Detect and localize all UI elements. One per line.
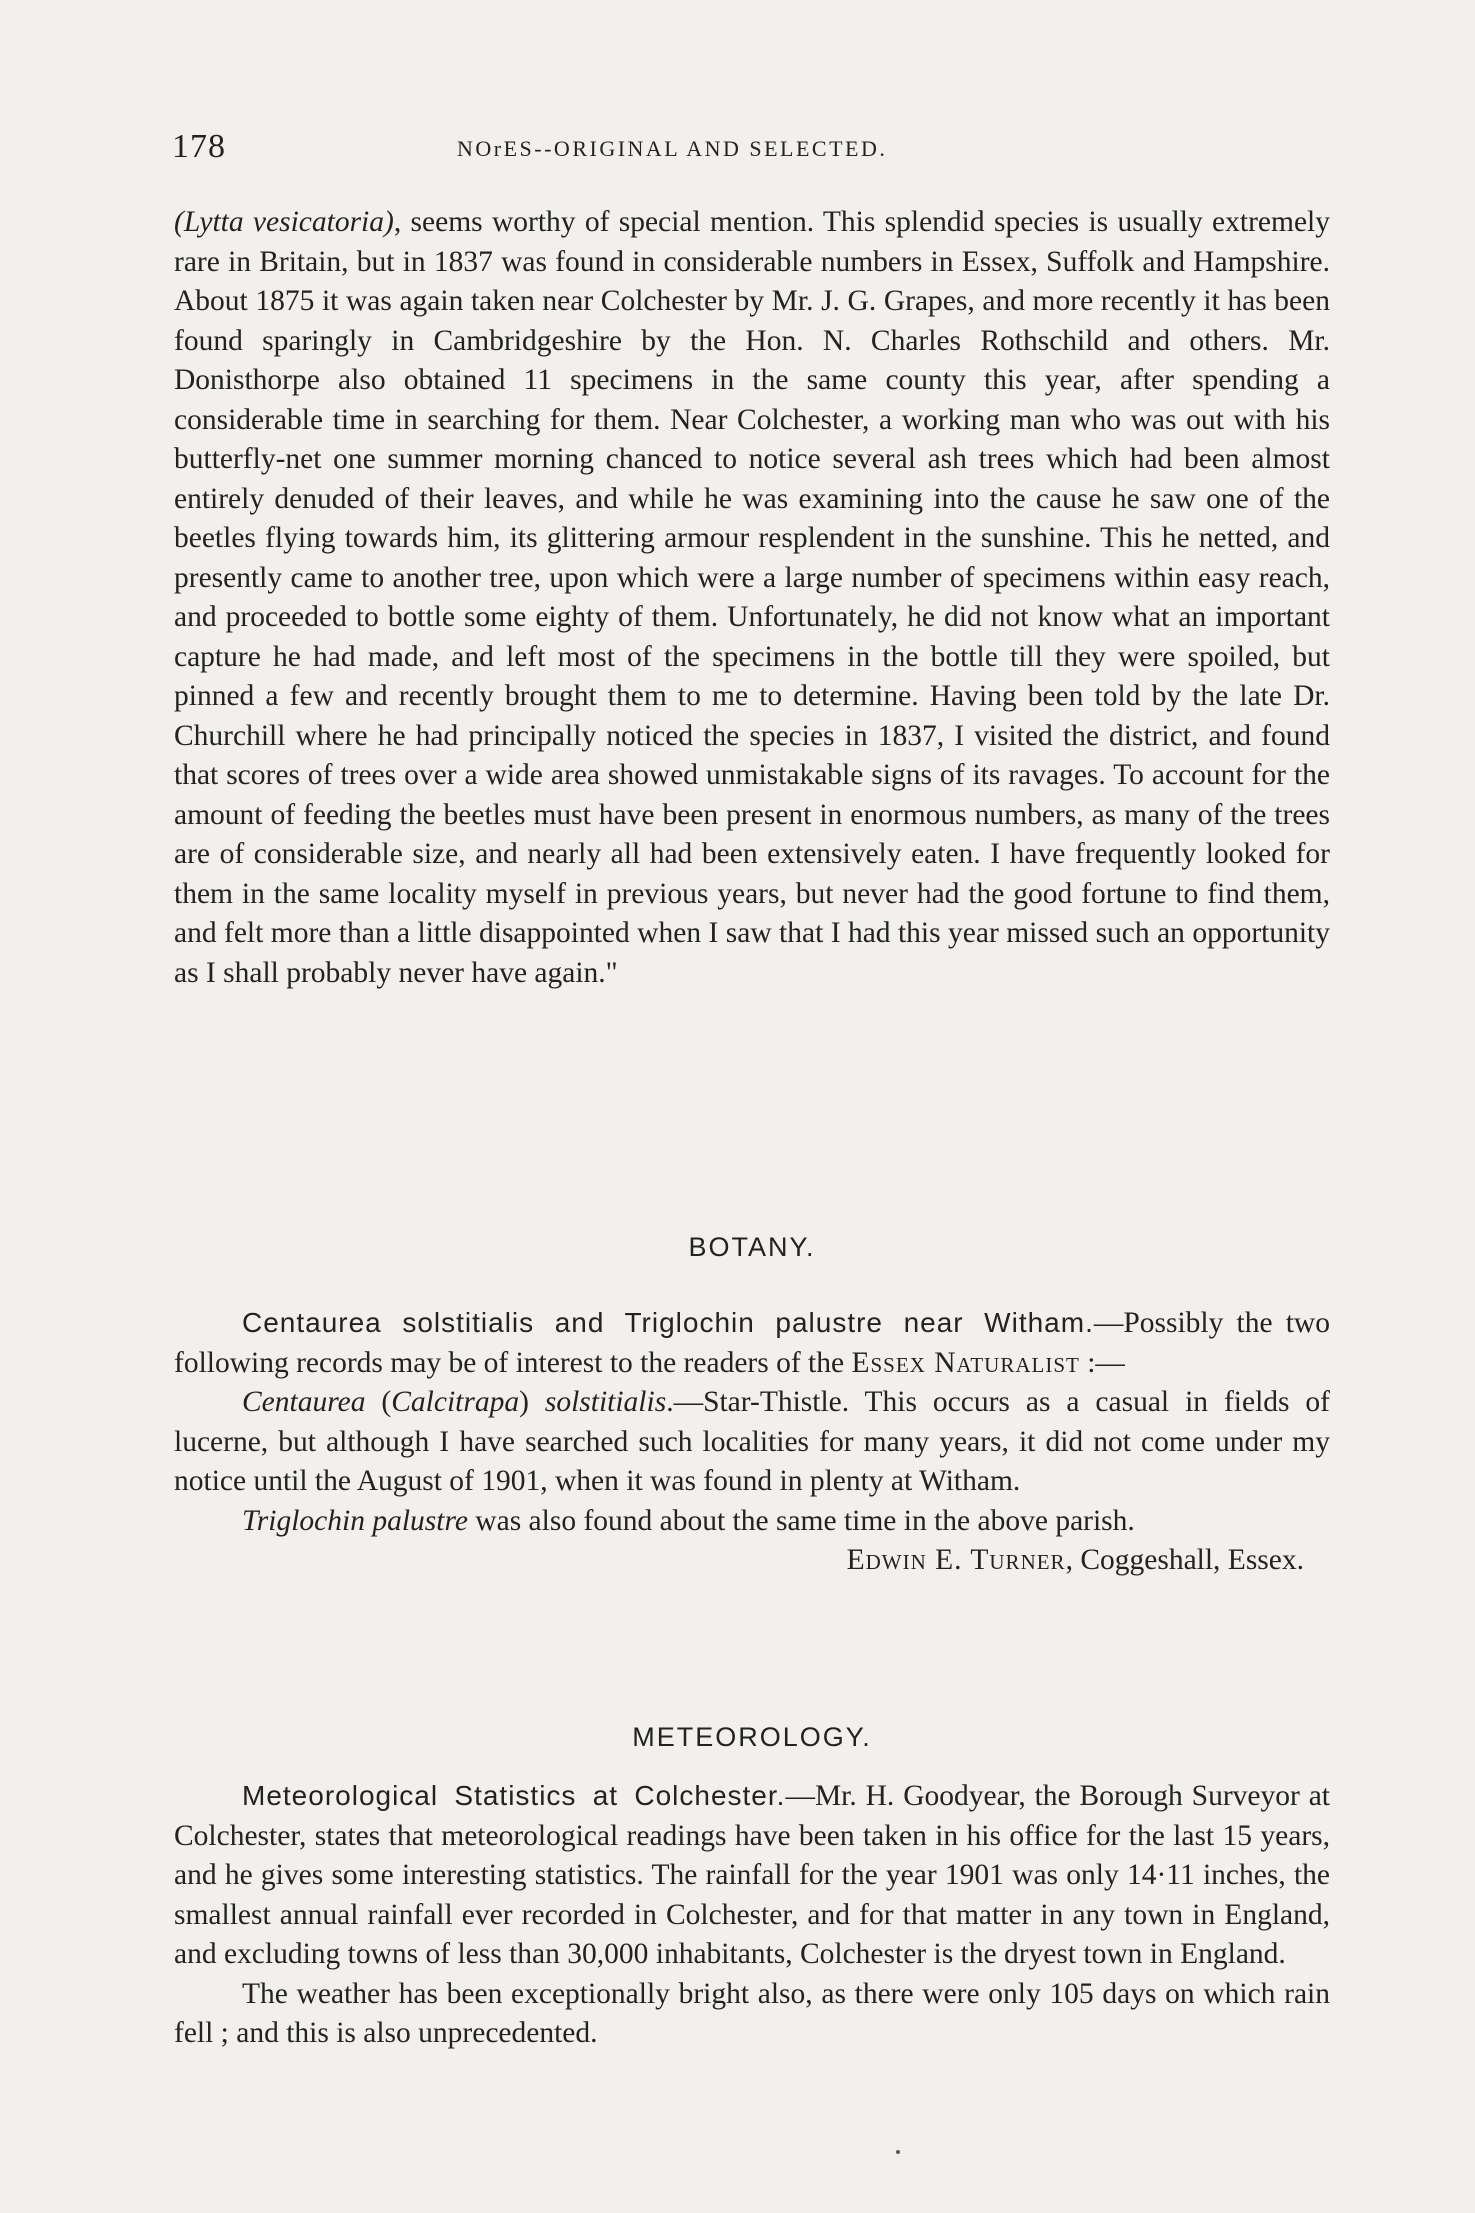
centaurea-subgenus: Calcitrapa (391, 1386, 520, 1418)
botany-section (174, 1303, 1330, 1581)
botany-signature (174, 1541, 1330, 1581)
botany-title-dash: — (1093, 1307, 1124, 1339)
meteorology-heading: METEOROLOGY. (632, 1722, 872, 1752)
meteorology-note-text: —Mr. H. Goodyear, the Borough Surveyor at Colchester, states that meteorological readings have been taken in his office for the last 15 years, and he gives some interesting statistics. The rainfall for the year 1901 was only 14·11 inches, the smallest annual rainfall ever recorded in Colchester, and for that matter in any town in England, and excluding towns of less than 30,000 inhabitants, Colchester is the dryest town in England. (174, 1780, 1330, 1970)
botany-intro-text: Possibly the two following records may be of interest to the readers of the (174, 1307, 1330, 1379)
botany-heading: BOTANY. (688, 1232, 816, 1262)
centaurea-paragraph: Centaurea (Calcitrapa) solstitialis.—Star-Thistle. This occurs as a casual in fields of lucerne, but although I have searched such localities for many years, it did not come under my notice until the August of 1901, when it was found in plenty at Witham. (174, 1386, 1331, 1497)
centaurea-genus: Centaurea (242, 1386, 366, 1418)
centaurea-species: solstitialis (544, 1386, 667, 1418)
meteorology-first-paragraph (174, 1776, 1330, 1975)
continued-note-text (174, 203, 1330, 993)
continued-paragraph (174, 203, 1330, 993)
page-header (172, 128, 1332, 178)
signature-place: , Coggeshall, Essex. (1065, 1544, 1304, 1576)
page-number: 178 (172, 128, 226, 165)
lytta-species-name: (Lytta vesicatoria) (174, 206, 394, 238)
botany-note-title: Centaurea solstitialis and Triglochin palustre near Witham. (242, 1307, 1094, 1338)
continued-paragraph-text: , seems worthy of special mention. This splendid species is usually extremely rare in Britain, but in 1837 was found in considerable numbers in Essex, Suffolk and Hampshire. About 1875 it was again taken near Colchester by Mr. J. G. Grapes, and more recently it has been found sparingly in Cambridgeshire by the Hon. N. Charles Rothschild and others. Mr. Donisthorpe also obtained 11 specimens in the same county this year, after spending a considerable time in searching for them. Near Colchester, a working man who was out with his butterfly-net one summer morning chanced to notice several ash trees which had been almost entirely denuded of their leaves, and while he was examining into the cause he saw one of the beetles flying towards him, its glittering armour resplendent in the sunshine. This he netted, and presently came to another tree, upon which were a large number of specimens within easy reach, and proceeded to bottle some eighty of them. Unfortunately, he did not know what an important capture he had made, and left most of the specimens in the bottle till they were spoiled, but pinned a few and recently brought them to me to determine. Having been told by the late Dr. Churchill where he had principally noticed the species in 1837, I visited the district, and found that scores of trees over a wide area showed unmistakable signs of its ravages. To account for the amount of feeding the beetles must have been present in enormous numbers, as many of the trees are of considerable size, and nearly all had been extensively eaten. I have frequently looked for them in the same locality myself in previous years, but never had the good fortune to find them, and felt more than a little disappointed when I saw that I had this year missed such an opportunity as I shall probably never have again." (174, 206, 1330, 989)
triglochin-name: Triglochin palustre (242, 1504, 468, 1537)
print-speck (896, 2150, 900, 2154)
botany-intro-end: :— (1079, 1346, 1125, 1379)
botany-note-intro (174, 1303, 1330, 1383)
meteorology-section (174, 1776, 1330, 2054)
triglochin-text: was also found about the same time in the above parish. (467, 1504, 1135, 1537)
journal-name: Essex Naturalist (851, 1346, 1080, 1379)
signature-name: Edwin E. Turner (846, 1544, 1066, 1576)
meteorology-note-title: Meteorological Statistics at Colchester. (242, 1780, 786, 1811)
running-head: NOrES--ORIGINAL AND SELECTED. (457, 136, 888, 161)
meteorology-second-paragraph: The weather has been exceptionally bright also, as there were only 105 days on which rain fell ; and this is also unprecedented. (174, 1977, 1330, 2049)
centaurea-text: .—Star-Thistle. This occurs as a casual in fields of lucerne, but although I have searched such localities for many years, it did not come under my notice until the August of 1901, when it was found in plenty at Witham. (174, 1386, 1331, 1497)
triglochin-paragraph (174, 1502, 1330, 1542)
